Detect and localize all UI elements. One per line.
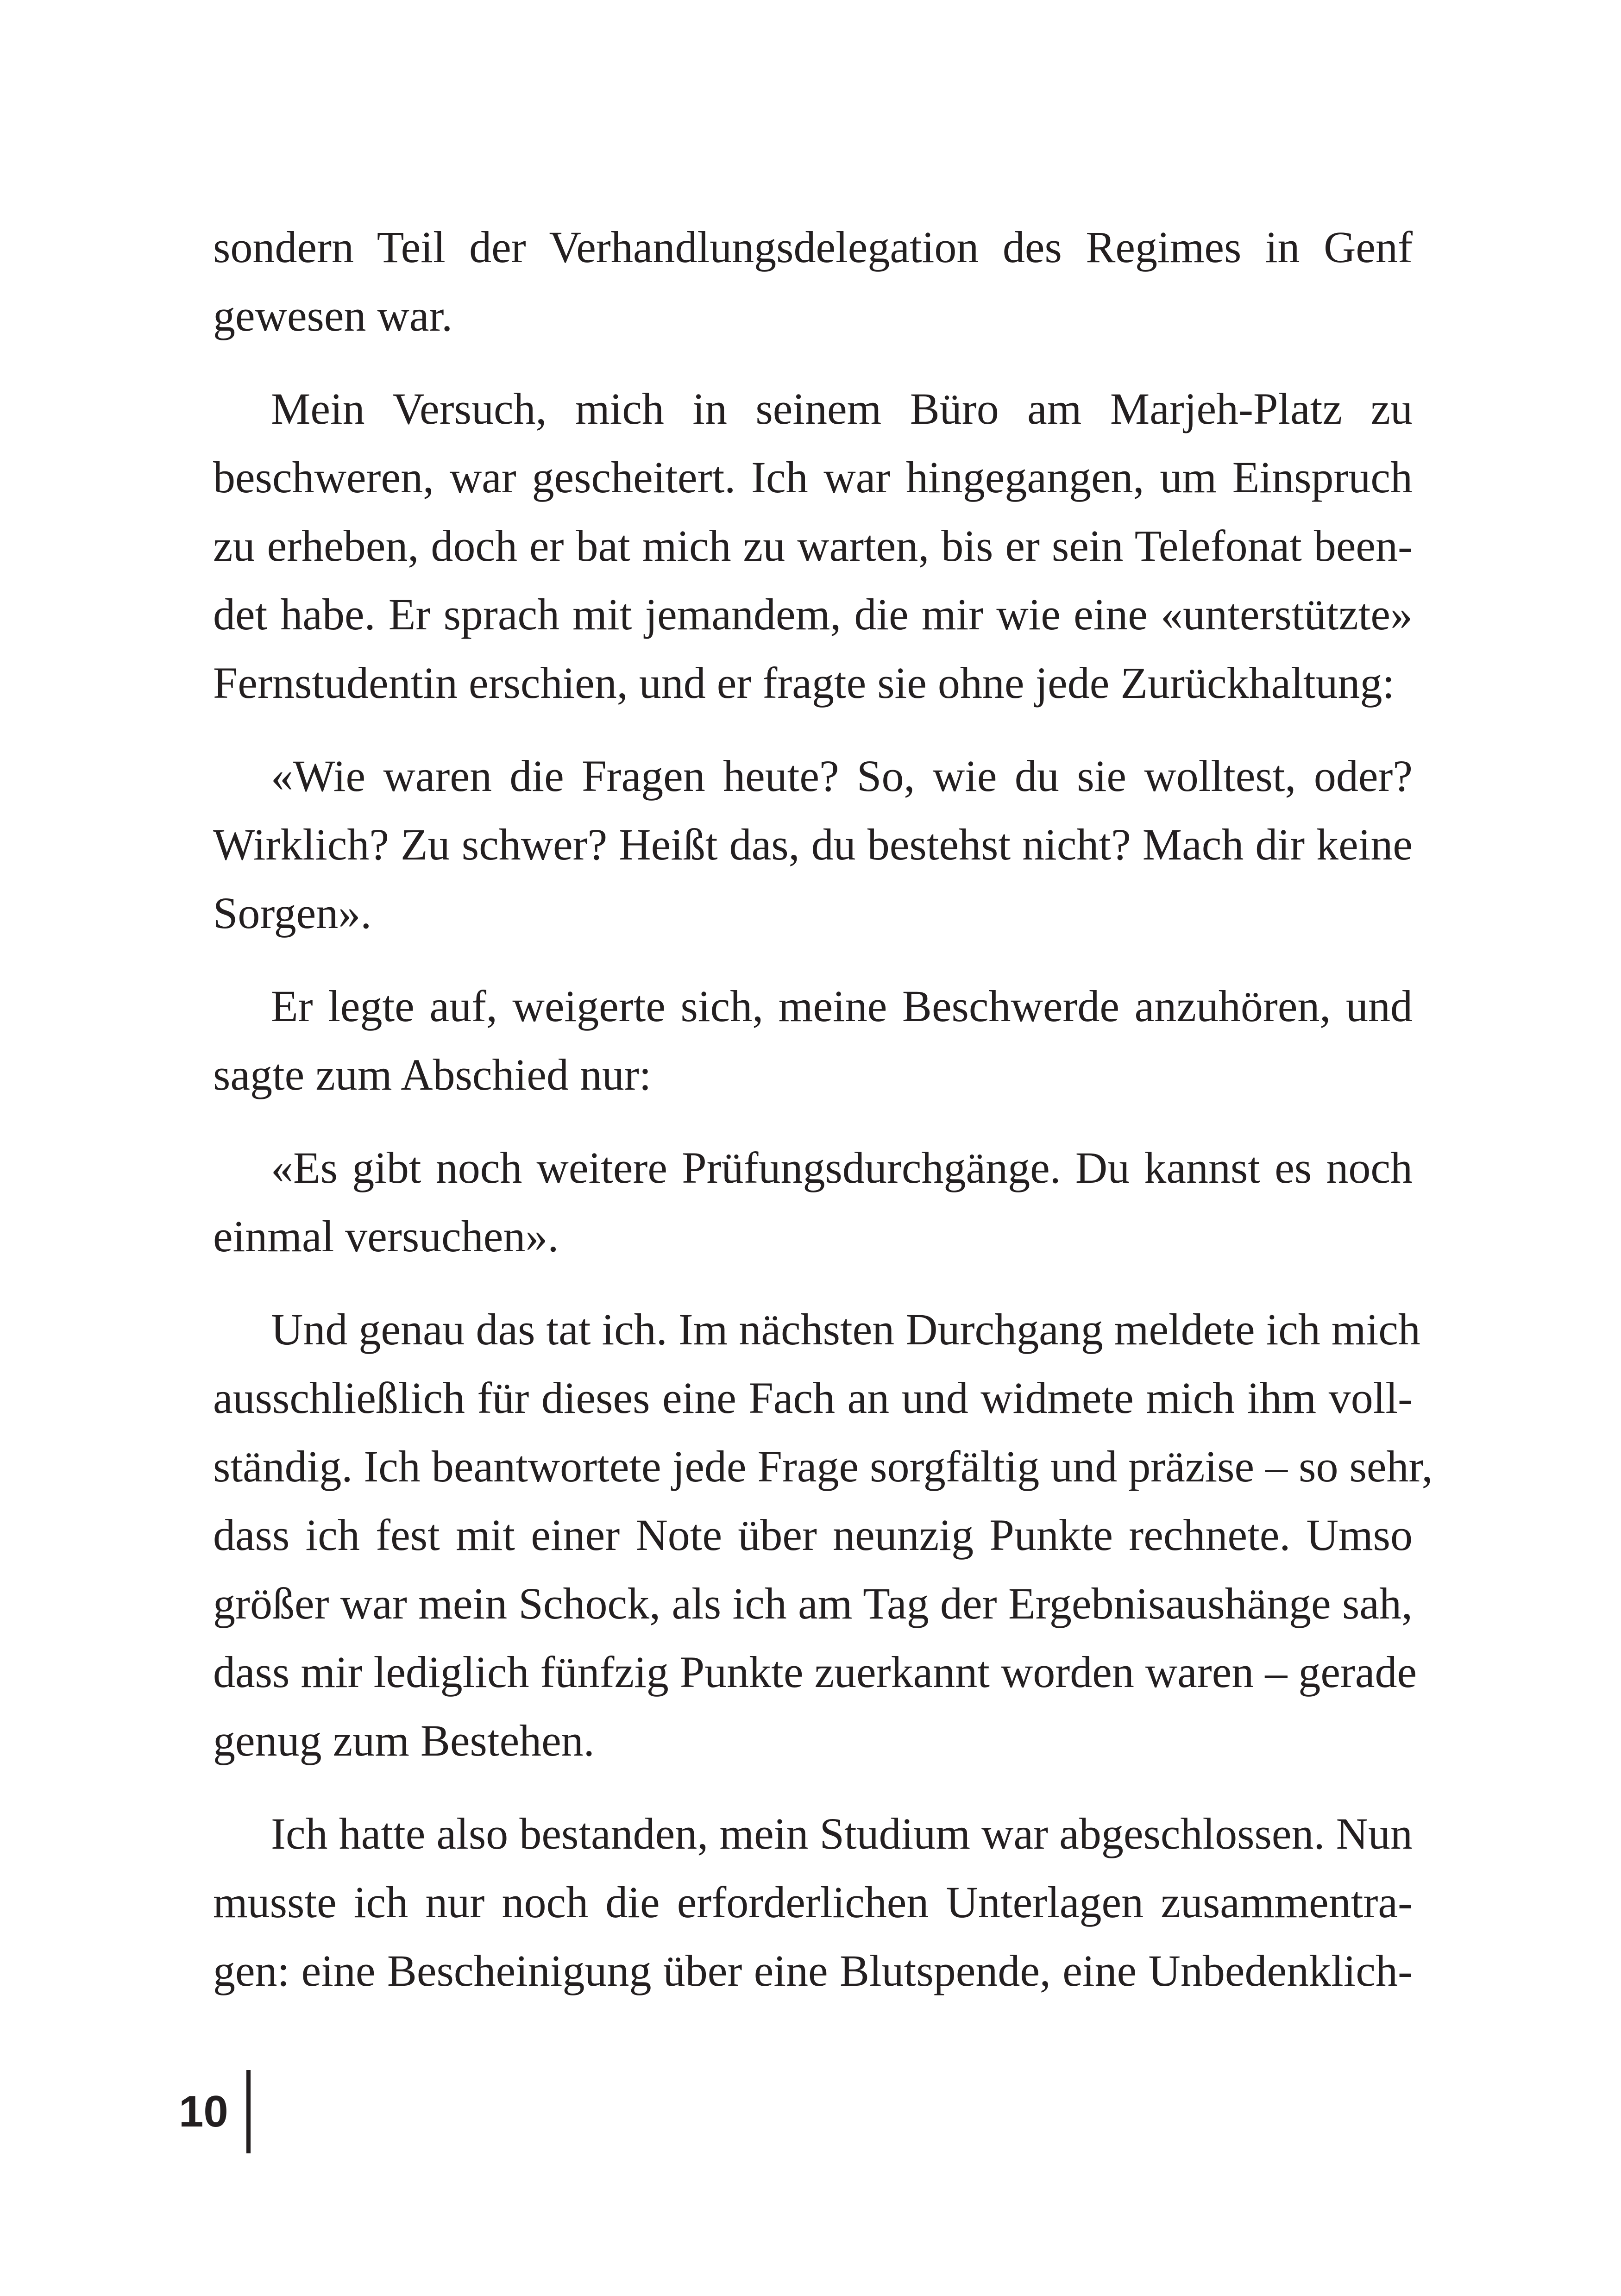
text-line: sagte zum Abschied nur: [213, 1050, 652, 1099]
text-line: genug zum Bestehen. [213, 1716, 595, 1765]
text-line: zu erheben, doch er bat mich zu warten, bis er sein Telefonat been- [213, 521, 1413, 571]
paragraph [213, 1134, 1413, 1271]
paragraph [213, 742, 1413, 947]
page-number-divider [246, 2070, 251, 2153]
paragraph [213, 972, 1413, 1109]
text-line: Mein Versuch, mich in seinem Büro am Marjeh-Platz zu [271, 384, 1413, 433]
text-line: dass mir lediglich fünfzig Punkte zuerkannt worden waren – gerade [213, 1647, 1417, 1697]
text-line: ausschließlich für dieses eine Fach an und widmete mich ihm voll- [213, 1373, 1413, 1423]
text-line: einmal versuchen». [213, 1211, 559, 1261]
text-line: Fernstudentin erschien, und er fragte sie ohne jede Zurückhaltung: [213, 658, 1395, 708]
text-line: dass ich fest mit einer Note über neunzig Punkte rechnete. Umso [213, 1510, 1413, 1560]
text-line: Wirklich? Zu schwer? Heißt das, du bestehst nicht? Mach dir keine [213, 820, 1413, 869]
text-line: musste ich nur noch die erforderlichen Unterlagen zusammentra- [213, 1877, 1413, 1927]
text-line: gewesen war. [213, 291, 453, 340]
paragraph [213, 213, 1413, 350]
paragraph [213, 1295, 1433, 1775]
paragraph [213, 1800, 1413, 2005]
text-line: det habe. Er sprach mit jemandem, die mir wie eine «unterstützte» [213, 590, 1413, 639]
text-line: Und genau das tat ich. Im nächsten Durchgang meldete ich mich [271, 1305, 1420, 1354]
text-line: Er legte auf, weigerte sich, meine Beschwerde anzuhören, und [271, 981, 1413, 1031]
text-line: beschweren, war gescheitert. Ich war hingegangen, um Einspruch [213, 452, 1413, 502]
text-line: Ich hatte also bestanden, mein Studium war abgeschlossen. Nun [271, 1809, 1413, 1858]
paragraph [213, 375, 1413, 717]
text-line: sondern Teil der Verhandlungsdelegation des Regimes in Genf [213, 222, 1413, 272]
page-number: 10 [179, 2087, 228, 2136]
text-line: «Es gibt noch weitere Prüfungsdurchgänge. Du kannst es noch [271, 1143, 1413, 1192]
text-line: gen: eine Bescheinigung über eine Blutspende, eine Unbedenklich- [213, 1946, 1413, 1995]
text-line: ständig. Ich beantwortete jede Frage sorgfältig und präzise – so sehr, [213, 1442, 1433, 1491]
text-line: «Wie waren die Fragen heute? So, wie du sie wolltest, oder? [271, 751, 1413, 801]
body-text [213, 213, 1433, 2005]
text-line: Sorgen». [213, 888, 372, 938]
text-line: größer war mein Schock, als ich am Tag der Ergebnisaushänge sah, [213, 1579, 1413, 1628]
